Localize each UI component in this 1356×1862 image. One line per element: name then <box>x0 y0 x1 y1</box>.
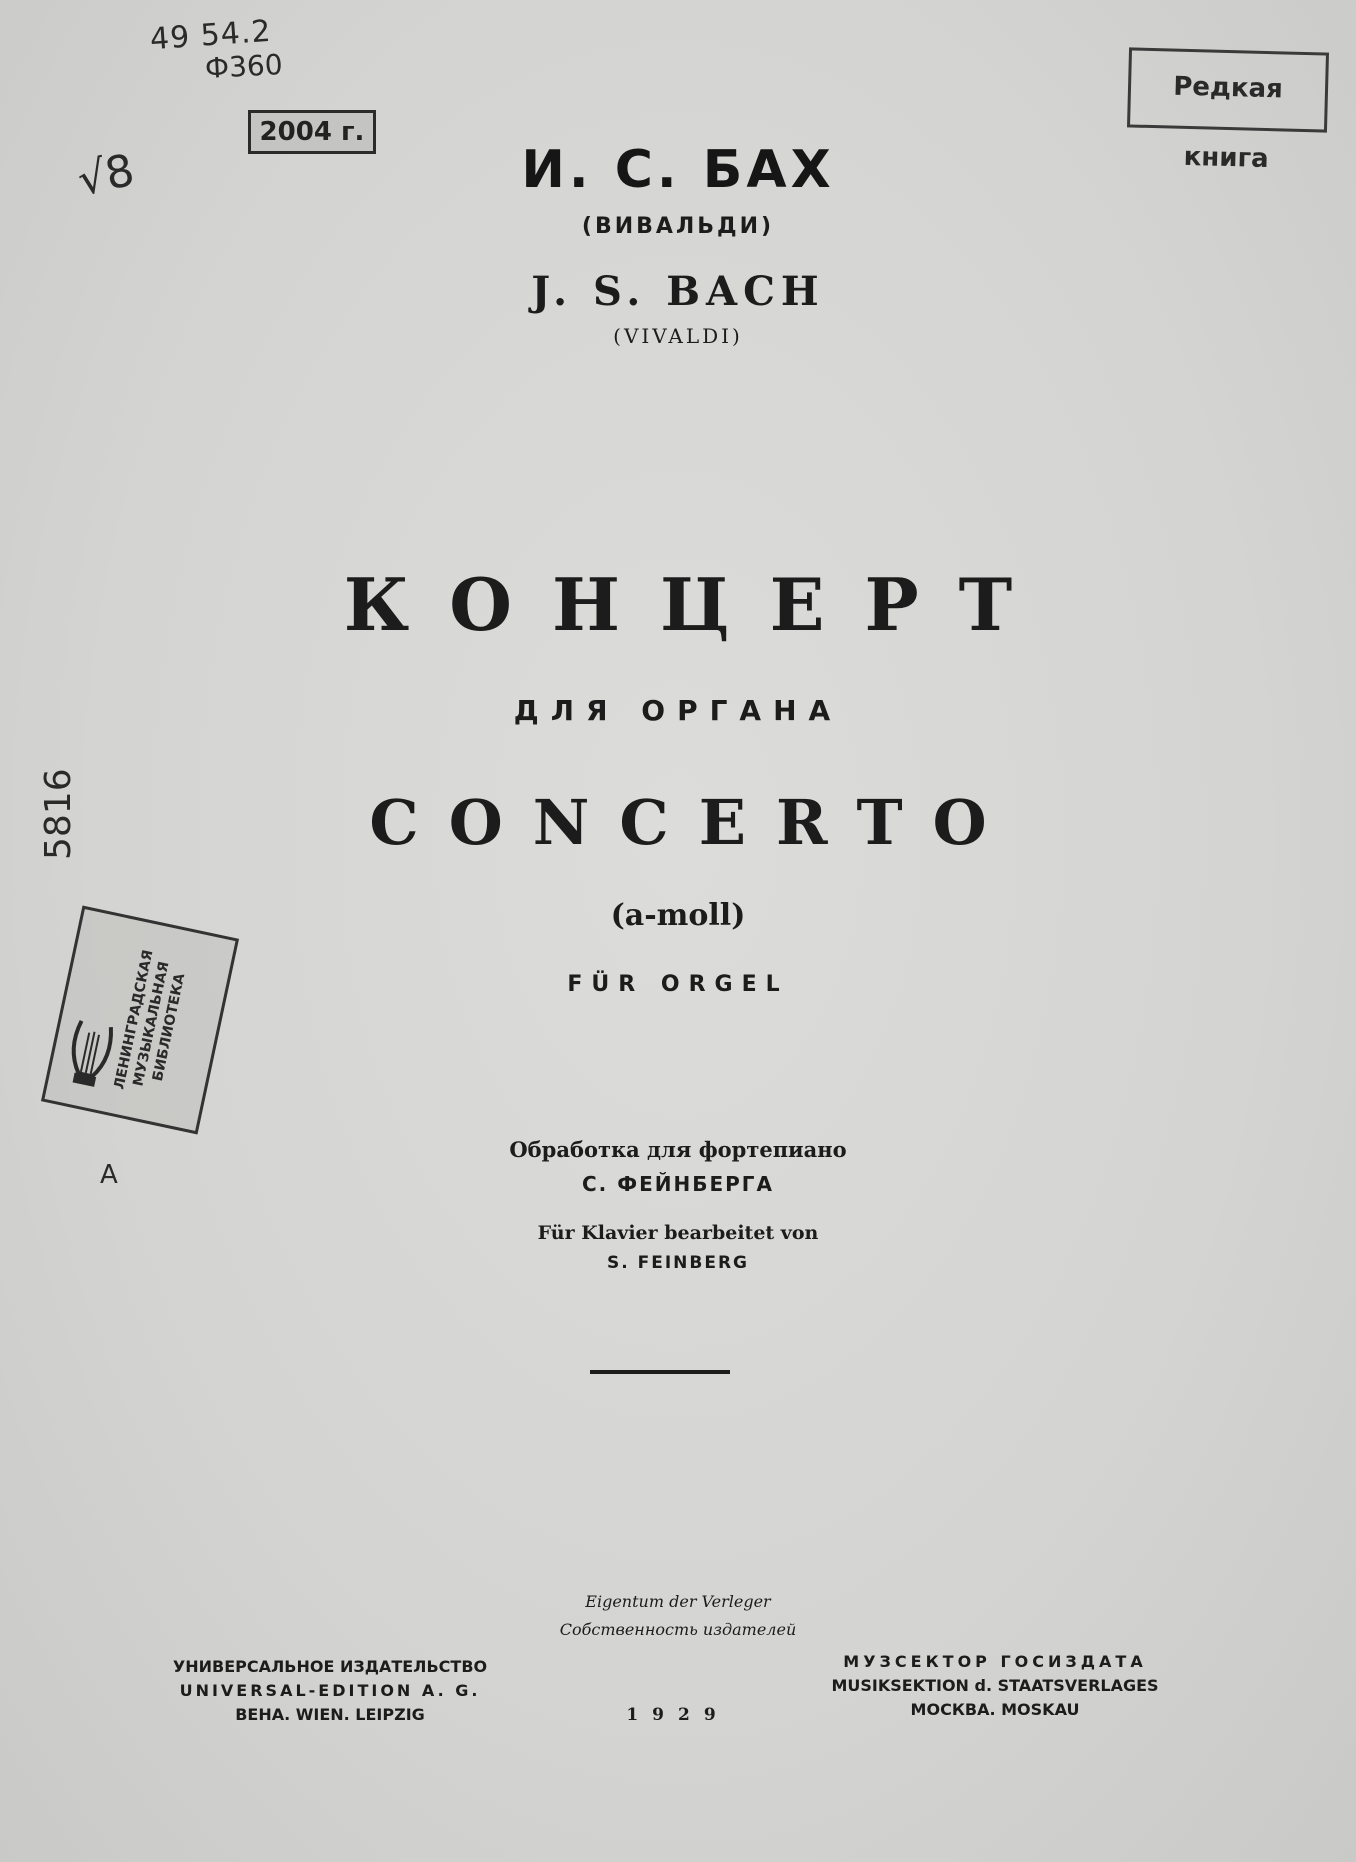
property-notice-ru: Собственность издателей <box>559 1620 797 1639</box>
publisher-right-line: MUSIKSEKTION d. STAATSVERLAGES <box>831 1676 1159 1695</box>
instrument-ru: ДЛЯ ОРГАНА <box>513 694 843 727</box>
arrangement-line-de: Für Klavier bearbeitet von <box>537 1222 819 1244</box>
handwritten-shelf-mark: 49 54.2 <box>148 13 273 58</box>
handwritten-shelf-code: Ф360 <box>204 47 284 86</box>
publisher-left-line: UNIVERSAL-EDITION A. G. <box>179 1681 481 1700</box>
work-key: (a-moll) <box>610 898 746 933</box>
arrangement-line-ru: Обработка для фортепиано <box>509 1137 847 1162</box>
publisher-left-line: УНИВЕРСАЛЬНОЕ ИЗДАТЕЛЬСТВО <box>172 1657 488 1676</box>
composer-name-ru: И. С. БАХ <box>521 140 835 200</box>
publisher-left-line: ВЕНА. WIEN. LEIPZIG <box>235 1705 425 1724</box>
instrument-de: FÜR ORGEL <box>567 972 789 997</box>
composer-note-ru: (ВИВАЛЬДИ) <box>581 214 775 239</box>
year-stamp: 2004 г. <box>248 110 376 154</box>
publisher-right-line: МОСКВА. MOSKAU <box>910 1700 1080 1719</box>
property-notice-de: Eigentum der Verleger <box>585 1592 771 1611</box>
composer-name-lat: J. S. BACH <box>531 268 825 315</box>
arranger-name-de: S. FEINBERG <box>606 1253 749 1273</box>
composer-note-lat: (VIVALDI) <box>613 324 743 348</box>
rare-book-stamp: Редкая книга <box>1127 47 1329 132</box>
handwritten-inventory-number: 5816 <box>38 768 79 860</box>
work-title-lat: CONCERTO <box>369 786 1017 859</box>
publisher-right-line: МУЗСЕКТОР ГОСИЗДАТА <box>843 1652 1147 1671</box>
publication-year: 1929 <box>626 1705 730 1725</box>
work-title-ru: КОНЦЕРТ <box>343 562 1053 647</box>
handwritten-margin-mark: √8 <box>73 144 139 207</box>
divider-rule <box>590 1370 730 1374</box>
handwritten-letter: A <box>100 1160 118 1190</box>
arranger-name-ru: С. ФЕЙНБЕРГА <box>582 1172 774 1196</box>
library-stamp-text: ЛЕНИНГРАДСКАЯ МУЗЫКАЛЬНАЯ БИБЛИОТЕКА <box>111 948 189 1091</box>
publisher-right <box>830 1650 1160 1722</box>
library-stamp <box>41 906 239 1135</box>
